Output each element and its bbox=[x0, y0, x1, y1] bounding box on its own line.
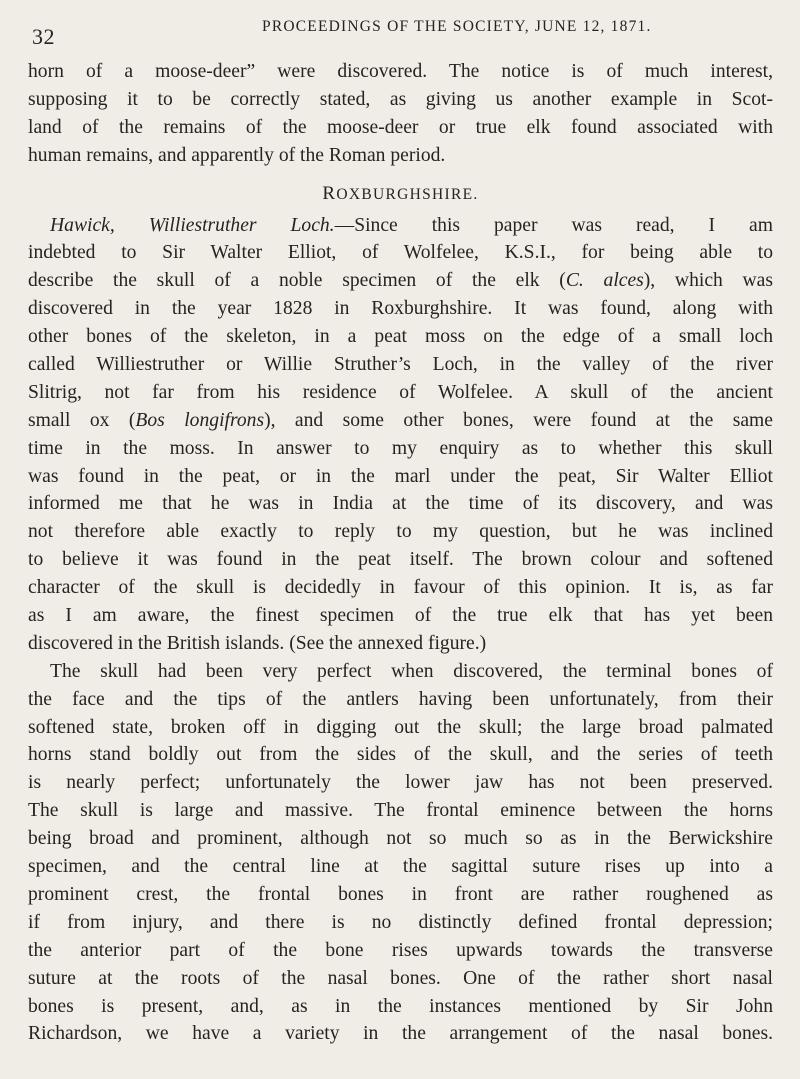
text-line: supposing it to be correctly stated, as giving us another example in Scot- bbox=[28, 88, 773, 110]
text-line: if from injury, and there is no distinctly defined frontal depression; bbox=[28, 911, 773, 933]
text-line: time in the moss. In answer to my enquiry as to whether this skull bbox=[28, 437, 773, 459]
text-line: Slitrig, not far from his residence of Wolfelee. A skull of the ancient bbox=[28, 381, 773, 403]
text-line: called Williestruther or Willie Struther’s Loch, in the valley of the river bbox=[28, 354, 773, 376]
paragraph-skull-description bbox=[28, 658, 773, 1048]
opening-paragraph bbox=[28, 58, 773, 170]
text-line bbox=[28, 267, 773, 295]
text-line: suture at the roots of the nasal bones. One of the rather short nasal bbox=[28, 967, 773, 989]
text-line: prominent crest, the frontal bones in front are rather roughened as bbox=[28, 883, 773, 905]
line-part: ), and some other bones, were found at the same bbox=[264, 409, 773, 431]
text-line: character of the skull is decidedly in favour of this opinion. It is, as far bbox=[28, 577, 773, 599]
section-heading-initial: R bbox=[322, 182, 337, 204]
text-line: as I am aware, the finest specimen of the true elk that has yet been bbox=[28, 605, 773, 627]
page-number: 32 bbox=[32, 24, 55, 49]
text-line: land of the remains of the moose-deer or true elk found associated with bbox=[28, 116, 773, 138]
text-line bbox=[28, 407, 773, 435]
latin-name: Bos longifrons bbox=[135, 409, 265, 431]
loch-name: Williestruther Loch. bbox=[148, 214, 335, 236]
text-line: human remains, and apparently of the Roman period. bbox=[28, 144, 446, 166]
text-line: indebted to Sir Walter Elliot, of Wolfelee, K.S.I., for being able to bbox=[28, 242, 773, 264]
section-heading bbox=[28, 170, 773, 212]
latin-name: C. alces bbox=[565, 270, 644, 292]
text-line: The skull is large and massive. The frontal eminence between the horns bbox=[28, 800, 773, 822]
text-line: informed me that he was in India at the time of its discovery, and was bbox=[28, 493, 773, 515]
text-line: specimen, and the central line at the sagittal suture rises up into a bbox=[28, 856, 773, 878]
line-rest: —Since this paper was read, I am bbox=[334, 214, 773, 236]
text-line: Richardson, we have a variety in the arrangement of the nasal bones. bbox=[28, 1023, 773, 1045]
text-line: discovered in the year 1828 in Roxburghshire. It was found, along with bbox=[28, 298, 773, 320]
text-line: other bones of the skeleton, in a peat moss on the edge of a small loch bbox=[28, 326, 773, 348]
body-text bbox=[28, 58, 773, 1048]
text-line: bones is present, and, as in the instances mentioned by Sir John bbox=[28, 995, 773, 1017]
text-line: horns stand boldly out from the sides of the skull, and the series of teeth bbox=[28, 744, 773, 766]
text-line: not therefore able exactly to reply to my question, but he was inclined bbox=[28, 521, 773, 543]
text-line: discovered in the British islands. (See the annexed figure.) bbox=[28, 632, 487, 654]
text-line: horn of a moose-deer” were discovered. The notice is of much interest, bbox=[28, 61, 773, 82]
text-line: is nearly perfect; unfortunately the lower jaw has not been preserved. bbox=[28, 772, 773, 794]
text-line: to believe it was found in the peat itself. The brown colour and softened bbox=[28, 549, 773, 571]
paragraph-roxburghshire-skull bbox=[28, 212, 773, 658]
section-heading-rest: OXBURGHSHIRE. bbox=[336, 185, 479, 203]
line-part: describe the skull of a noble specimen of the elk ( bbox=[28, 270, 566, 292]
text-line: the anterior part of the bone rises upwards towards the transverse bbox=[28, 939, 773, 961]
running-title: PROCEEDINGS OF THE SOCIETY, JUNE 12, 1871. bbox=[262, 18, 652, 35]
text-line: the face and the tips of the antlers having been unfortunately, from their bbox=[28, 688, 773, 710]
text-line: softened state, broken off in digging out the skull; the large broad palmated bbox=[28, 716, 773, 738]
text-line: being broad and prominent, although not so much so as in the Berwickshire bbox=[28, 828, 773, 850]
running-head bbox=[30, 18, 780, 49]
place-name: Hawick, bbox=[50, 214, 115, 236]
line-part: small ox ( bbox=[28, 409, 136, 431]
text-line bbox=[28, 212, 773, 240]
text-line: was found in the peat, or in the marl under the peat, Sir Walter Elliot bbox=[28, 465, 773, 487]
line-part: ), which was bbox=[643, 270, 774, 292]
text-line: The skull had been very perfect when discovered, the terminal bones of bbox=[50, 660, 773, 682]
